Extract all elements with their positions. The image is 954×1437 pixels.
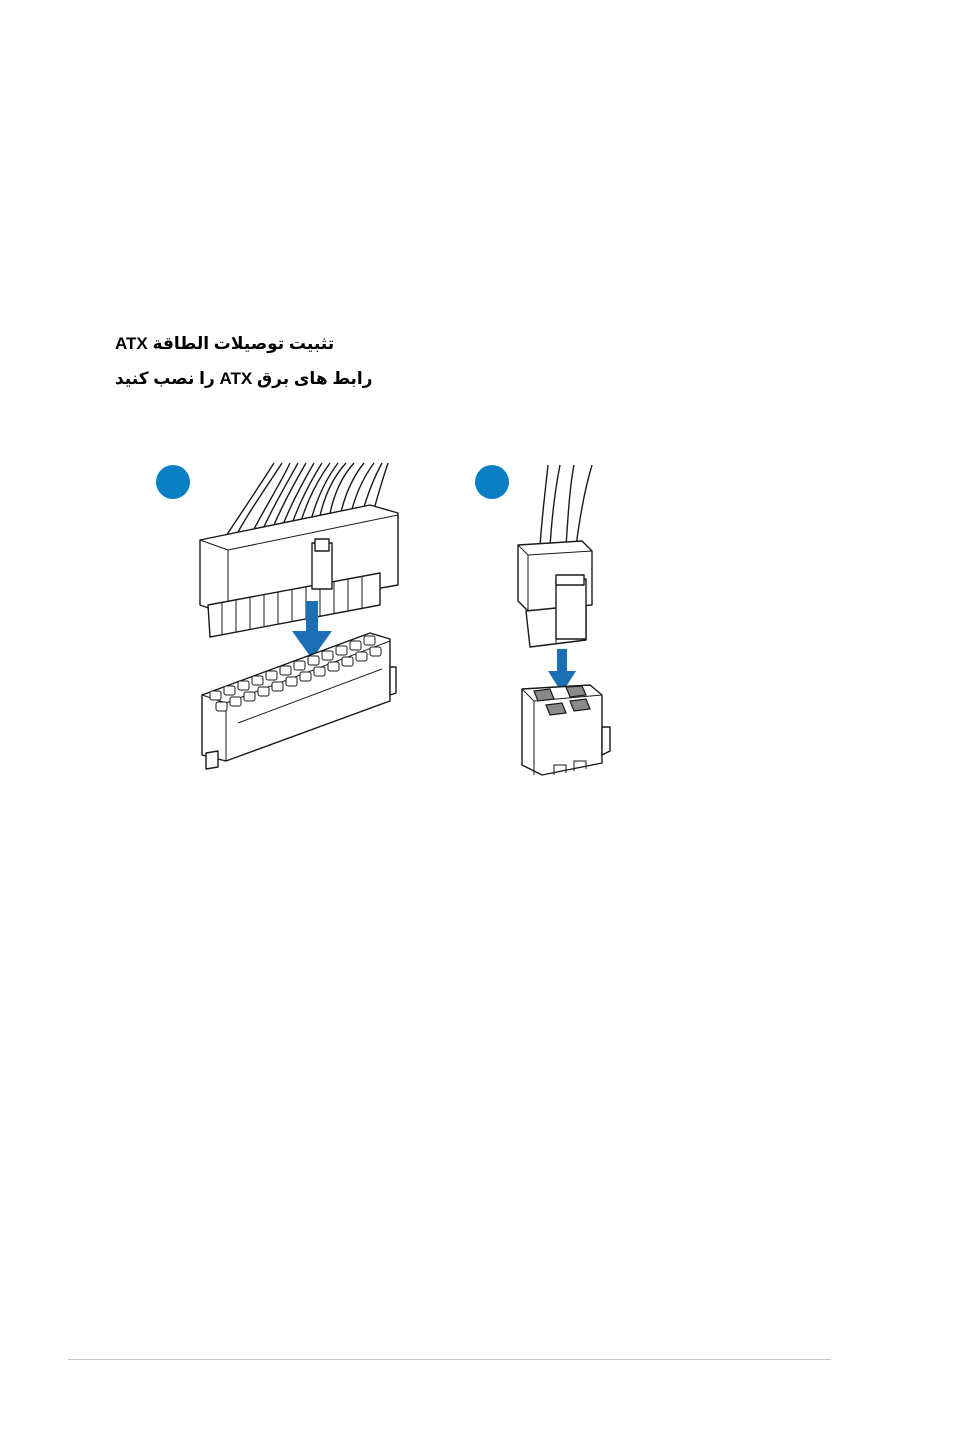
heading-arabic: تثبيت توصيلات الطاقة ATX bbox=[115, 334, 335, 353]
footer-divider bbox=[68, 1359, 831, 1360]
section-heading bbox=[115, 334, 375, 389]
atx-4pin-illustration bbox=[470, 455, 630, 785]
heading-persian: رابط های برق ATX را نصب کنید bbox=[115, 369, 373, 388]
receptacle-24pin bbox=[202, 633, 396, 769]
atx-24pin-illustration bbox=[150, 455, 410, 785]
plug-4pin bbox=[518, 541, 592, 647]
receptacle-4pin bbox=[522, 685, 610, 775]
step-badge-1 bbox=[156, 465, 190, 499]
step-badge-2 bbox=[475, 465, 509, 499]
wire-bundle-4pin bbox=[540, 465, 592, 547]
plug-24pin bbox=[200, 505, 398, 637]
